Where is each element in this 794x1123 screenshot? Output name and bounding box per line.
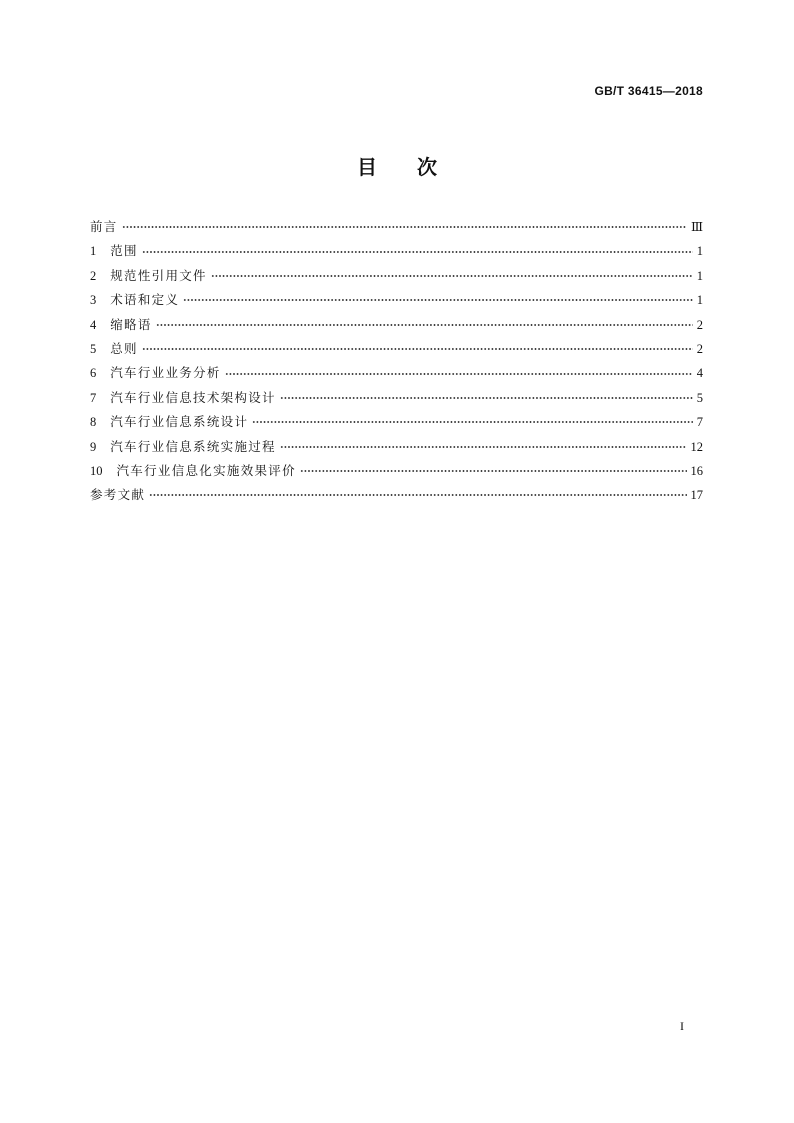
dot-leader [183, 297, 692, 303]
toc-entry-title: 汽车行业信息系统实施过程 [110, 438, 276, 454]
toc-entry-number: 6 [90, 366, 97, 381]
toc-entry-2 [90, 264, 703, 288]
toc-entry-number: 7 [90, 390, 97, 405]
toc-entry-5 [90, 337, 703, 361]
page-number: I [680, 1019, 684, 1033]
toc-entry-page: 2 [696, 317, 703, 332]
dot-leader [142, 346, 693, 352]
toc-entry-1 [90, 239, 703, 263]
page-title: 目 次 [357, 155, 437, 179]
toc-entry-page: 1 [696, 244, 703, 259]
toc-entry-title: 汽车行业信息化实施效果评价 [116, 462, 296, 478]
toc-entry-number: 1 [90, 244, 97, 259]
toc-entry-page: 4 [696, 366, 703, 381]
toc-entry-page: Ⅲ [690, 220, 703, 234]
toc-entry-title: 汽车行业业务分析 [110, 365, 221, 381]
toc-entry-6 [90, 361, 703, 385]
toc-entry-page: 7 [696, 415, 703, 430]
dot-leader [142, 249, 693, 255]
toc-entry-9 [90, 435, 703, 459]
toc-entry-number: 3 [90, 293, 97, 308]
toc-entry-page: 1 [696, 268, 703, 283]
dot-leader [300, 468, 687, 474]
dot-leader [122, 224, 687, 230]
toc-entry-number: 2 [90, 268, 97, 283]
toc-entry-title: 总则 [110, 340, 138, 356]
dot-leader [156, 322, 693, 328]
toc-entry-page: 1 [696, 293, 703, 308]
toc-entry-4 [90, 313, 703, 337]
dot-leader [280, 395, 693, 401]
toc-entry-bibliography [90, 483, 703, 507]
toc-entry-page: 17 [690, 488, 703, 503]
toc-entry-title: 参考文献 [90, 487, 146, 503]
dot-leader [149, 492, 686, 498]
toc-entry-title: 范围 [110, 243, 138, 259]
table-of-contents [90, 215, 703, 508]
toc-entry-title: 术语和定义 [110, 292, 180, 308]
toc-entry-number: 8 [90, 415, 97, 430]
toc-entry-number: 9 [90, 439, 97, 454]
toc-entry-foreword [90, 215, 703, 239]
toc-entry-number: 10 [90, 463, 103, 478]
toc-entry-page: 2 [696, 341, 703, 356]
toc-entry-title: 规范性引用文件 [110, 267, 207, 283]
toc-entry-title: 汽车行业信息技术架构设计 [110, 389, 276, 405]
toc-entry-title: 汽车行业信息系统设计 [110, 414, 249, 430]
dot-leader [225, 371, 693, 377]
toc-entry-page: 16 [690, 463, 703, 478]
dot-leader [211, 273, 693, 279]
toc-entry-page: 12 [690, 439, 703, 454]
toc-entry-title: 缩略语 [110, 316, 152, 332]
document-code: GB/T 36415—2018 [594, 84, 703, 98]
toc-entry-10 [90, 459, 703, 483]
dot-leader [252, 419, 692, 425]
dot-leader [280, 444, 687, 450]
toc-entry-number: 4 [90, 317, 97, 332]
toc-entry-3 [90, 288, 703, 312]
toc-entry-number: 5 [90, 341, 97, 356]
toc-entry-7 [90, 386, 703, 410]
toc-entry-8 [90, 410, 703, 434]
toc-entry-title: 前言 [90, 219, 118, 234]
toc-entry-page: 5 [696, 390, 703, 405]
